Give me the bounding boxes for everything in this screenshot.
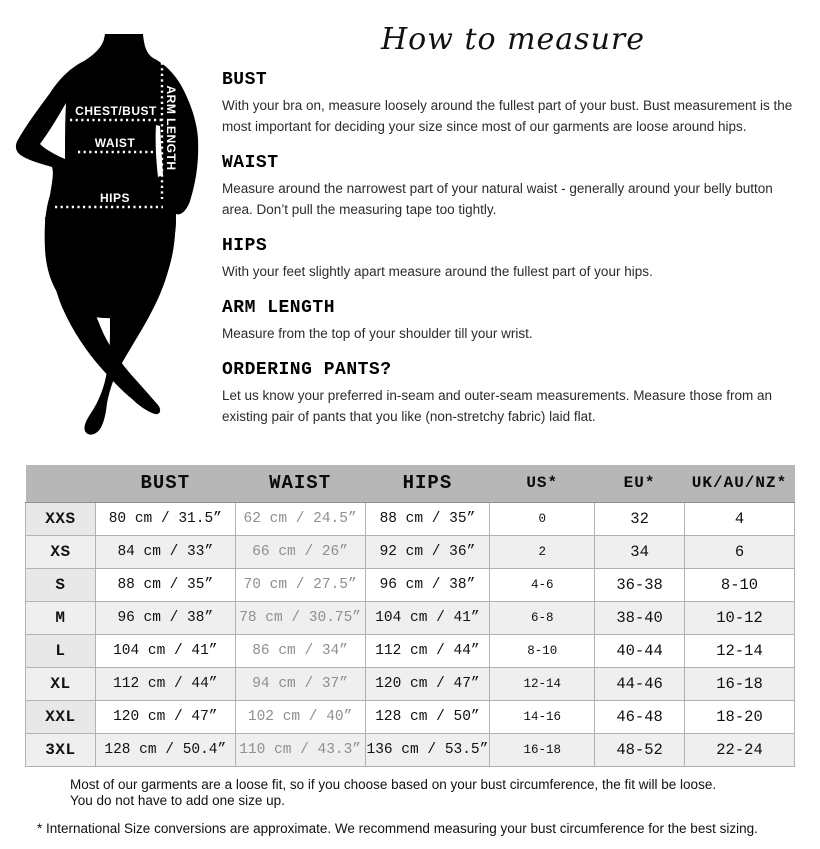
eu-cell: 48-52 (595, 733, 685, 766)
size-label: L (26, 634, 96, 667)
uk-cell: 4 (685, 502, 795, 535)
waist-cell: 70 cm / 27.5” (235, 568, 365, 601)
section-ordering-pants-body: Let us know your preferred in-seam and outer-seam measurements. Measure those from an existing pair of pants that you like (non-stretchy fabric) laid flat. (222, 388, 773, 424)
us-cell: 12-14 (490, 667, 595, 700)
section-ordering-pants-heading: ORDERING PANTS? (222, 360, 392, 380)
instructions (222, 70, 806, 443)
uk-cell: 22-24 (685, 733, 795, 766)
size-label: XL (26, 667, 96, 700)
hips-cell: 96 cm / 38” (365, 568, 490, 601)
us-cell: 8-10 (490, 634, 595, 667)
uk-cell: 12-14 (685, 634, 795, 667)
bust-cell: 112 cm / 44” (95, 667, 235, 700)
bust-cell: 128 cm / 50.4” (95, 733, 235, 766)
size-chart-table (25, 465, 795, 767)
column-header-eu: EU* (595, 465, 685, 502)
bust-cell: 80 cm / 31.5” (95, 502, 235, 535)
fit-note-line1: Most of our garments are a loose fit, so if you choose based on your bust circumference, the fit will be loose. (70, 777, 717, 792)
size-label: M (26, 601, 96, 634)
eu-cell: 34 (595, 535, 685, 568)
bust-cell: 104 cm / 41” (95, 634, 235, 667)
section-arm-length (222, 298, 806, 344)
bust-cell: 84 cm / 33” (95, 535, 235, 568)
section-hips-body: With your feet slightly apart measure around the fullest part of your hips. (222, 264, 653, 279)
column-header-uk-au-nz: UK/AU/NZ* (685, 465, 795, 502)
fit-note (70, 777, 716, 809)
section-arm-length-body: Measure from the top of your shoulder till your wrist. (222, 326, 533, 341)
eu-cell: 46-48 (595, 700, 685, 733)
table-row-xs (26, 535, 795, 568)
uk-cell: 10-12 (685, 601, 795, 634)
hips-cell: 120 cm / 47” (365, 667, 490, 700)
waist-cell: 66 cm / 26” (235, 535, 365, 568)
column-header-hips: HIPS (365, 465, 490, 502)
section-waist-body: Measure around the narrowest part of your natural waist - generally around your belly button area. Don’t pull the measuring tape too tightly. (222, 181, 773, 217)
section-bust-body: With your bra on, measure loosely around the fullest part of your bust. Bust measurement is the most important for deciding your size since most of our garments are loose around hips. (222, 98, 793, 134)
waist-cell: 86 cm / 34” (235, 634, 365, 667)
table-row-l (26, 634, 795, 667)
section-hips-heading: HIPS (222, 236, 268, 256)
eu-cell: 32 (595, 502, 685, 535)
header-row (26, 465, 795, 502)
conversion-note: * International Size conversions are approximate. We recommend measuring your bust circumference for the best sizing. (37, 821, 758, 836)
eu-cell: 40-44 (595, 634, 685, 667)
size-label: XS (26, 535, 96, 568)
waist-cell: 78 cm / 30.75” (235, 601, 365, 634)
us-cell: 14-16 (490, 700, 595, 733)
size-label: XXS (26, 502, 96, 535)
fit-note-line2: You do not have to add one size up. (70, 793, 285, 808)
us-cell: 16-18 (490, 733, 595, 766)
table-row-m (26, 601, 795, 634)
hips-cell: 128 cm / 50” (365, 700, 490, 733)
section-bust-heading: BUST (222, 70, 268, 90)
section-bust (222, 70, 806, 137)
measurement-figure (12, 16, 220, 448)
us-cell: 6-8 (490, 601, 595, 634)
waist-cell: 110 cm / 43.3” (235, 733, 365, 766)
table-row-xxl (26, 700, 795, 733)
hips-cell: 112 cm / 44” (365, 634, 490, 667)
hips-cell: 92 cm / 36” (365, 535, 490, 568)
hips-label: HIPS (99, 191, 131, 205)
bust-cell: 120 cm / 47” (95, 700, 235, 733)
size-label: 3XL (26, 733, 96, 766)
column-header-bust: BUST (95, 465, 235, 502)
chest-bust-label: CHEST/BUST (75, 104, 157, 118)
eu-cell: 36-38 (595, 568, 685, 601)
size-label: S (26, 568, 96, 601)
hips-cell: 88 cm / 35” (365, 502, 490, 535)
size-label: XXL (26, 700, 96, 733)
hips-cell: 104 cm / 41” (365, 601, 490, 634)
column-header-waist: WAIST (235, 465, 365, 502)
section-waist-heading: WAIST (222, 153, 279, 173)
eu-cell: 44-46 (595, 667, 685, 700)
us-cell: 4-6 (490, 568, 595, 601)
hips-cell: 136 cm / 53.5” (365, 733, 490, 766)
us-cell: 2 (490, 535, 595, 568)
waist-cell: 94 cm / 37” (235, 667, 365, 700)
column-header-us: US* (490, 465, 595, 502)
eu-cell: 38-40 (595, 601, 685, 634)
uk-cell: 18-20 (685, 700, 795, 733)
table-row-3xl (26, 733, 795, 766)
bust-cell: 96 cm / 38” (95, 601, 235, 634)
waist-label: WAIST (94, 136, 136, 150)
column-header-blank (26, 465, 96, 502)
uk-cell: 6 (685, 535, 795, 568)
section-ordering-pants (222, 360, 806, 427)
section-hips (222, 236, 806, 282)
table-row-xl (26, 667, 795, 700)
silhouette-torso (16, 34, 198, 318)
table-row-s (26, 568, 795, 601)
section-waist (222, 153, 806, 220)
waist-cell: 102 cm / 40” (235, 700, 365, 733)
uk-cell: 16-18 (685, 667, 795, 700)
page-title: How to measure (381, 22, 645, 57)
uk-cell: 8-10 (685, 568, 795, 601)
arm-length-label: ARM LENGTH (164, 85, 178, 171)
bust-cell: 88 cm / 35” (95, 568, 235, 601)
us-cell: 0 (490, 502, 595, 535)
section-arm-length-heading: ARM LENGTH (222, 298, 336, 318)
table-row-xxs (26, 502, 795, 535)
waist-cell: 62 cm / 24.5” (235, 502, 365, 535)
